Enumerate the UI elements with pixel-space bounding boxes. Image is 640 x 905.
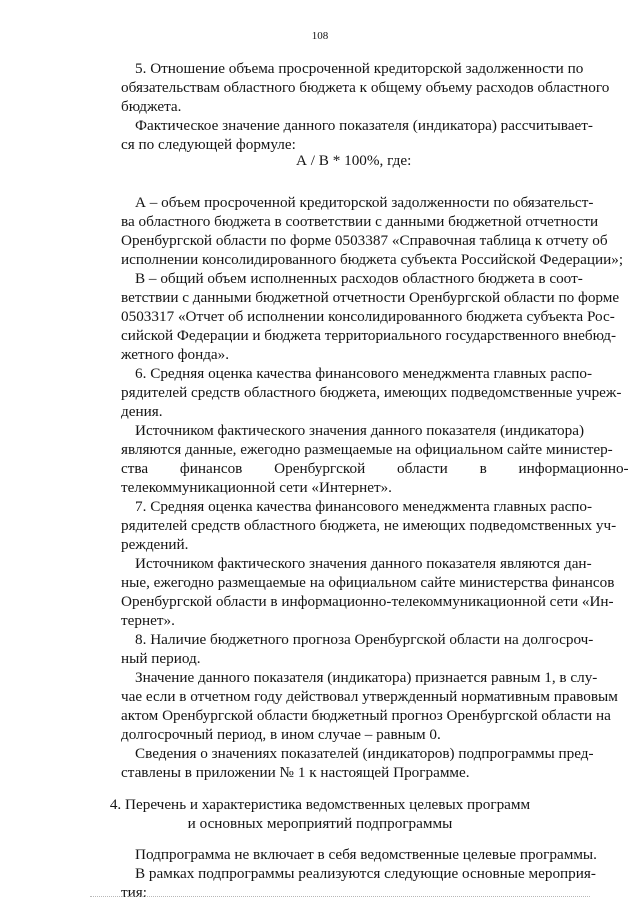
text-line: ные, ежегодно размещаемые на официальном сайте министерства финансов (121, 574, 615, 591)
text-line: Сведения о значениях показателей (индикаторов) подпрограммы пред- (135, 745, 594, 762)
text-line: ва областного бюджета в соответствии с данными бюджетной отчетности (121, 213, 599, 230)
text-line: ства финансов Оренбургской области в информационно- (121, 460, 629, 477)
text-line: ветствии с данными бюджетной отчетности Оренбургской области по форме (121, 289, 620, 306)
text-line: жетного фонда». (121, 346, 230, 363)
text-line: 8. Наличие бюджетного прогноза Оренбургской области на долгосроч- (135, 631, 594, 648)
text-line: 5. Отношение объема просроченной кредиторской задолженности по (135, 60, 584, 77)
text-line: чае если в отчетном году действовал утвержденный нормативным правовым (121, 688, 618, 705)
text-line: исполнении консолидированного бюджета субъекта Российской Федерации»; (121, 251, 624, 268)
text-line: В рамках подпрограммы реализуются следующие основные мероприя- (135, 865, 596, 882)
formula: А / В * 100%, где: (296, 152, 412, 169)
text-line: А – объем просроченной кредиторской задолженности по обязательст- (135, 194, 594, 211)
text-line: рядителей средств областного бюджета, имеющих подведомственные учреж- (121, 384, 622, 401)
text-line: 6. Средняя оценка качества финансового менеджмента главных распо- (135, 365, 593, 382)
section-heading: 4. Перечень и характеристика ведомственных целевых программ (109, 796, 531, 813)
text-line: Источником фактического значения данного показателя являются дан- (135, 555, 592, 572)
text-line: 7. Средняя оценка качества финансового менеджмента главных распо- (135, 498, 593, 515)
text-line: Источником фактического значения данного показателя (индикатора) (135, 422, 585, 439)
text-line: тернет». (121, 612, 175, 629)
text-line: долгосрочный период, в ином случае – равным 0. (121, 726, 441, 743)
text-line: тия: (121, 884, 147, 901)
text-line: рядителей средств областного бюджета, не имеющих подведомственных уч- (121, 517, 617, 534)
text-line: Фактическое значение данного показателя (индикатора) рассчитывает- (135, 117, 593, 134)
text-line: сийской Федерации и бюджета территориального государственного внебюд- (121, 327, 616, 344)
text-line: являются данные, ежегодно размещаемые на официальном сайте министер- (121, 441, 613, 458)
text-line: бюджета. (121, 98, 182, 115)
text-line: ный период. (121, 650, 201, 667)
text-line: Значение данного показателя (индикатора) признается равным 1, в слу- (135, 669, 598, 686)
text-line: Оренбургской области в информационно-телекоммуникационной сети «Ин- (121, 593, 614, 610)
text-line: Подпрограмма не включает в себя ведомственные целевые программы. (135, 846, 597, 863)
text-line: дения. (121, 403, 163, 420)
text-line: В – общий объем исполненных расходов областного бюджета в соот- (135, 270, 583, 287)
text-line: ставлены в приложении № 1 к настоящей Программе. (121, 764, 470, 781)
text-line: ся по следующей формуле: (121, 136, 296, 153)
text-line: реждений. (121, 536, 189, 553)
section-heading: и основных мероприятий подпрограммы (187, 815, 453, 832)
text-line: актом Оренбургской области бюджетный прогноз Оренбургской области на (121, 707, 611, 724)
page-edge-divider (90, 896, 590, 897)
text-line: 0503317 «Отчет об исполнении консолидированного бюджета субъекта Рос- (121, 308, 615, 325)
text-line: телекоммуникационной сети «Интернет». (121, 479, 392, 496)
text-line: обязательствам областного бюджета к общему объему расходов областного (121, 79, 610, 96)
text-line: Оренбургской области по форме 0503387 «Справочная таблица к отчету об (121, 232, 608, 249)
page-number: 108 (311, 30, 329, 42)
